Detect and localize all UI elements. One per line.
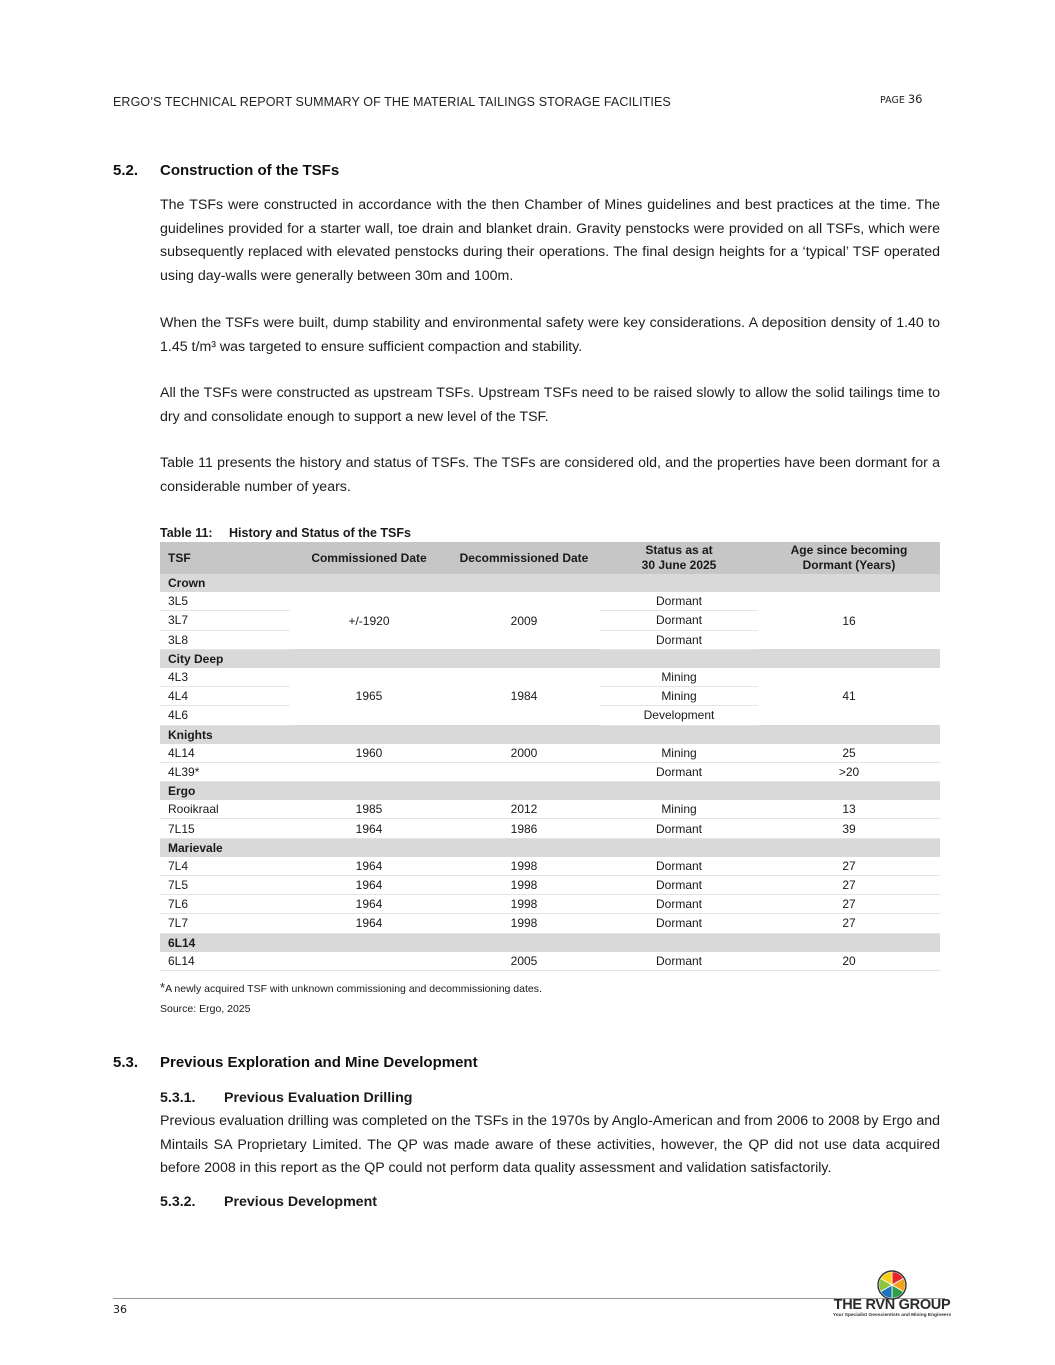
- section-title: Construction of the TSFs: [160, 162, 340, 179]
- cell-decommissioned: [448, 762, 600, 781]
- cell-decommissioned: 1998: [448, 876, 600, 895]
- cell-decommissioned: 1986: [448, 819, 600, 838]
- cell-status: Dormant: [600, 762, 758, 781]
- cell-age: 27: [758, 876, 940, 895]
- col-header-status: [600, 542, 758, 574]
- cell-status: Mining: [600, 744, 758, 763]
- cell-commissioned: 1964: [290, 895, 448, 914]
- subsection-number: 5.3.1.: [160, 1090, 196, 1106]
- logo-pie-icon: [877, 1270, 907, 1300]
- cell-tsf: 4L6: [160, 706, 290, 725]
- section-title: Previous Exploration and Mine Development: [160, 1054, 478, 1071]
- group-name: Knights: [160, 725, 940, 744]
- group-name: 6L14: [160, 933, 940, 952]
- cell-status: Mining: [600, 668, 758, 687]
- cell-decommissioned: 1998: [448, 914, 600, 933]
- cell-tsf: 4L4: [160, 687, 290, 706]
- cell-age: 16: [842, 613, 856, 628]
- cell-commissioned: 1964: [290, 876, 448, 895]
- header-line: Status as at: [645, 543, 713, 557]
- group-name: Ergo: [160, 782, 940, 801]
- table-row: [160, 876, 940, 895]
- subsection-title: Previous Evaluation Drilling: [224, 1090, 413, 1106]
- group-row: [160, 838, 940, 857]
- cell-tsf: 3L7: [160, 611, 290, 630]
- cell-decommissioned: 2009: [510, 613, 538, 628]
- header-line: 30 June 2025: [641, 558, 717, 572]
- table-row: [160, 592, 940, 611]
- cell-age: 41: [842, 689, 856, 704]
- cell-tsf: 3L8: [160, 630, 290, 649]
- cell-status: Dormant: [600, 952, 758, 971]
- cell-tsf: 4L14: [160, 744, 290, 763]
- cell-decommissioned: 2005: [448, 952, 600, 971]
- cell-decommissioned: 2000: [448, 744, 600, 763]
- page-number: 36: [907, 92, 923, 106]
- cell-status: Dormant: [600, 857, 758, 876]
- cell-tsf: 3L5: [160, 592, 290, 611]
- cell-status: Dormant: [600, 895, 758, 914]
- cell-status: Dormant: [600, 876, 758, 895]
- group-row: [160, 782, 940, 801]
- table-row: [160, 914, 940, 933]
- group-row: [160, 725, 940, 744]
- cell-commissioned: +/-1920: [348, 613, 390, 628]
- footnote-text: A newly acquired TSF with unknown commissioning and decommissioning dates.: [165, 983, 542, 995]
- col-header-tsf: TSF: [160, 542, 290, 574]
- cell-status: Dormant: [600, 630, 758, 649]
- group-name: Crown: [160, 574, 940, 592]
- header-line: Age since becoming: [790, 543, 908, 557]
- cell-age: 39: [758, 819, 940, 838]
- cell-commissioned: 1965: [355, 689, 383, 704]
- table-row: [160, 800, 940, 819]
- table-source: Source: Ergo, 2025: [160, 1003, 251, 1015]
- cell-decommissioned: 2012: [448, 800, 600, 819]
- table-row: [160, 952, 940, 971]
- cell-decommissioned: 1998: [448, 895, 600, 914]
- table-row: [160, 668, 940, 687]
- cell-decommissioned: 1998: [448, 857, 600, 876]
- table-caption-title: History and Status of the TSFs: [229, 526, 411, 540]
- cell-tsf: 6L14: [160, 952, 290, 971]
- col-header-age: [758, 542, 940, 574]
- cell-decommissioned: 1984: [510, 689, 538, 704]
- table-row: [160, 857, 940, 876]
- cell-tsf: Rooikraal: [160, 800, 290, 819]
- cell-age: >20: [758, 762, 940, 781]
- table-row: [160, 762, 940, 781]
- cell-commissioned: 1964: [290, 857, 448, 876]
- report-header-title: ERGO’S TECHNICAL REPORT SUMMARY OF THE MATERIAL TAILINGS STORAGE FACILITIES: [113, 95, 671, 109]
- footer-page-number: 36: [113, 1303, 127, 1316]
- footer-divider: [113, 1298, 945, 1299]
- rvn-group-logo: [832, 1268, 952, 1324]
- cell-status: Dormant: [600, 592, 758, 611]
- cell-status: Dormant: [600, 819, 758, 838]
- cell-commissioned: 1964: [290, 819, 448, 838]
- cell-age: 13: [758, 800, 940, 819]
- table-footnote: [160, 980, 542, 995]
- cell-tsf: 7L4: [160, 857, 290, 876]
- table-row: [160, 895, 940, 914]
- group-name: City Deep: [160, 649, 940, 668]
- cell-age: 27: [758, 857, 940, 876]
- page-word: PAGE: [880, 95, 905, 106]
- group-name: Marievale: [160, 838, 940, 857]
- cell-tsf: 4L39*: [160, 762, 290, 781]
- cell-tsf: 7L6: [160, 895, 290, 914]
- paragraph: When the TSFs were built, dump stability and environmental safety were key considerations. A deposition density of 1.40 to 1.45 t/m³ was targeted to ensure sufficient compaction and stability.: [160, 315, 940, 355]
- cell-commissioned: 1960: [290, 744, 448, 763]
- group-row: [160, 649, 940, 668]
- logo-text: THE RVN GROUP: [833, 1297, 951, 1313]
- table-row: [160, 819, 940, 838]
- cell-status: Mining: [600, 687, 758, 706]
- cell-age: 20: [758, 952, 940, 971]
- paragraph: All the TSFs were constructed as upstream TSFs. Upstream TSFs need to be raised slowly to allow the solid tailings time to dry and consolidate enough to support a new level of the TSF.: [160, 385, 940, 425]
- tsf-history-table: [160, 542, 940, 971]
- cell-tsf: 7L15: [160, 819, 290, 838]
- cell-status: Dormant: [600, 914, 758, 933]
- cell-tsf: 7L5: [160, 876, 290, 895]
- cell-commissioned: [290, 952, 448, 971]
- group-row: [160, 574, 940, 592]
- cell-status: Development: [600, 706, 758, 725]
- table-header-row: [160, 542, 940, 574]
- cell-age: 27: [758, 895, 940, 914]
- cell-commissioned: [290, 762, 448, 781]
- paragraph: The TSFs were constructed in accordance with the then Chamber of Mines guidelines and best practices at the time. The guidelines provided for a starter wall, toe drain and blanket drain. Gravity penstocks were provided on all TSFs, which were subsequently replaced with elevated penstocks during their operations. The final design heights for a ‘typical’ TSF operated using day-walls were generally between 30m and 100m.: [160, 197, 940, 284]
- logo-tagline: Your Specialist Geoscientists and Mining Engineers: [832, 1313, 952, 1318]
- cell-commissioned: 1985: [290, 800, 448, 819]
- group-row: [160, 933, 940, 952]
- section-number: 5.3.: [113, 1054, 139, 1071]
- table-row: [160, 744, 940, 763]
- col-header-commissioned: Commissioned Date: [290, 542, 448, 574]
- paragraph: Previous evaluation drilling was completed on the TSFs in the 1970s by Anglo-American and from 2006 to 2008 by Ergo and Mintails SA Proprietary Limited. The QP was made aware of these activities, however, the QP did not use data acquired before 2008 in this report as the QP could not perform data quality assessment and validation satisfactorily.: [160, 1113, 940, 1176]
- table-caption: [160, 526, 411, 540]
- table-caption-label: Table 11:: [160, 526, 213, 540]
- footnote-star: *: [160, 980, 166, 995]
- cell-age: 27: [758, 914, 940, 933]
- cell-status: Dormant: [600, 611, 758, 630]
- cell-commissioned: 1964: [290, 914, 448, 933]
- cell-status: Mining: [600, 800, 758, 819]
- cell-tsf: 7L7: [160, 914, 290, 933]
- cell-age: 25: [758, 744, 940, 763]
- header-line: Dormant (Years): [802, 558, 896, 572]
- section-number: 5.2.: [113, 162, 139, 179]
- subsection-number: 5.3.2.: [160, 1194, 196, 1210]
- col-header-decommissioned: Decommissioned Date: [448, 542, 600, 574]
- cell-tsf: 4L3: [160, 668, 290, 687]
- subsection-title: Previous Development: [224, 1194, 377, 1210]
- paragraph: Table 11 presents the history and status of TSFs. The TSFs are considered old, and the properties have been dormant for a considerable number of years.: [160, 455, 940, 495]
- header-page-label: [880, 92, 923, 106]
